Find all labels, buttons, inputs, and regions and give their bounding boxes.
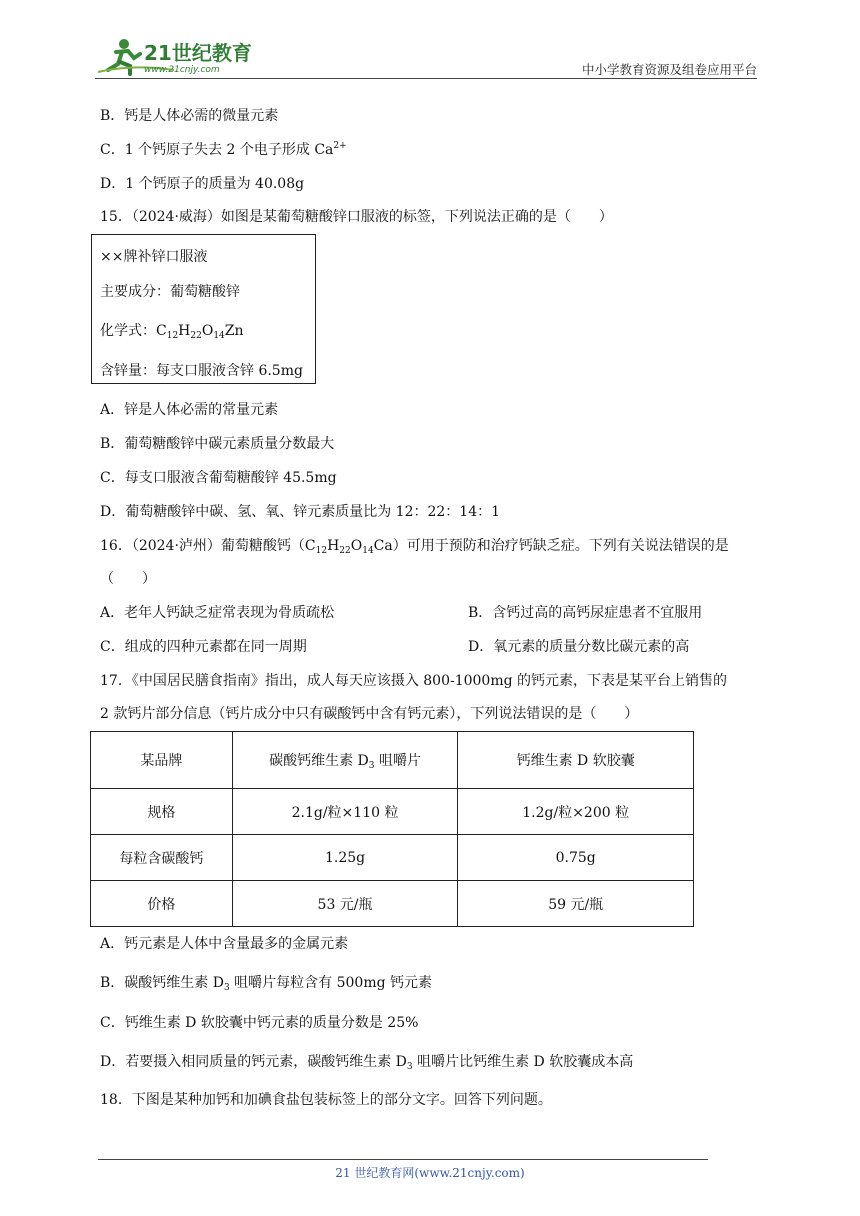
header-divider [95, 78, 757, 79]
q16-option-d: D．氧元素的质量分数比碳元素的高 [468, 639, 690, 655]
q16-option-c: C．组成的四种元素都在同一周期 [100, 639, 307, 655]
q18-stem: 18．下图是某种加钙和加碘食盐包装标签上的部分文字。回答下列问题。 [100, 1092, 552, 1108]
q15-option-c: C．每支口服液含葡萄糖酸锌 45.5mg [100, 470, 337, 486]
table-row [91, 881, 694, 927]
table-cell: 1.2g/粒×200 粒 [458, 789, 694, 835]
header-platform-name: 中小学教育资源及组卷应用平台 [581, 62, 757, 77]
table-row [91, 789, 694, 835]
q17-option-c: C．钙维生素 D 软胶囊中钙元素的质量分数是 25% [100, 1015, 419, 1031]
q16-option-a: A．老年人钙缺乏症常表现为骨质疏松 [100, 605, 335, 621]
table-cell: 1.25g [232, 835, 458, 881]
label-formula: 化学式：$C_{12}H_{22}O_{14}Zn$ [100, 323, 244, 341]
table-cell: 价格 [91, 881, 233, 927]
table-cell: 每粒含碳酸钙 [91, 835, 233, 881]
header-softgel: 钙维生素 D 软胶囊 [458, 732, 694, 789]
table-row [91, 835, 694, 881]
logo-url: www.21cnjy.com [144, 65, 220, 75]
q17-product-table [90, 731, 694, 927]
table-cell: 2.1g/粒×110 粒 [232, 789, 458, 835]
footer-site-link[interactable]: 21 世纪教育网(www.21cnjy.com) [335, 1166, 525, 1180]
label-zinc-content: 含锌量：每支口服液含锌 6.5mg [100, 363, 303, 379]
q16-answer-paren: （ ） [100, 571, 156, 587]
footer-divider [98, 1159, 708, 1160]
label-title: ××牌补锌口服液 [100, 249, 208, 265]
label-ingredient: 主要成分：葡萄糖酸锌 [100, 284, 240, 300]
q16-stem: 16．（2024·泸州）葡萄糖酸钙$(C_{12}H_{22}O_{14}Ca)$可用于预防和治疗钙缺乏症。下列有关说法错误的是 [100, 538, 729, 556]
q14-option-d: D．1 个钙原子的质量为 40.08g [100, 176, 305, 192]
q17-option-d: D．若要摄入相同质量的钙元素，碳酸钙维生素 $D_3$ 咀嚼片比钙维生素 D 软胶囊成本高 [100, 1054, 634, 1072]
header-brand: 某品牌 [91, 732, 233, 789]
q17-stem-line2: 2 款钙片部分信息（钙片成分中只有碳酸钙中含有钙元素），下列说法错误的是（ ） [100, 706, 639, 722]
table-header-row [91, 732, 694, 789]
q15-option-a: A．锌是人体必需的常量元素 [100, 402, 279, 418]
q15-option-d: D．葡萄糖酸锌中碳、氢、氧、锌元素质量比为 12：22：14：1 [100, 504, 501, 520]
q14-option-c: C．1 个钙原子失去 2 个电子形成 $Ca^{2+}$ [100, 141, 347, 158]
q15-option-b: B．葡萄糖酸锌中碳元素质量分数最大 [100, 436, 335, 452]
table-cell: 规格 [91, 789, 233, 835]
runner-logo-icon [94, 36, 264, 78]
header-chewable: 碳酸钙维生素 $D_3$ 咀嚼片 [232, 732, 458, 789]
logo-text: 21世纪教育 [144, 41, 252, 65]
q17-option-a: A．钙元素是人体中含量最多的金属元素 [100, 936, 349, 952]
table-cell: 0.75g [458, 835, 694, 881]
q15-product-label [91, 234, 316, 384]
q17-stem-line1: 17．《中国居民膳食指南》指出，成人每天应该摄入 800-1000mg 的钙元素，下表是某平台上销售的 [100, 673, 728, 689]
table-cell: 59 元/瓶 [458, 881, 694, 927]
table-cell: 53 元/瓶 [232, 881, 458, 927]
q16-option-b: B．含钙过高的高钙尿症患者不宜服用 [468, 605, 703, 621]
q17-option-b: B．碳酸钙维生素 $D_3$ 咀嚼片每粒含有 500mg 钙元素 [100, 975, 433, 993]
q14-option-b: B．钙是人体必需的微量元素 [100, 108, 279, 124]
q15-stem: 15．（2024·威海）如图是某葡萄糖酸锌口服液的标签，下列说法正确的是（ ） [100, 209, 613, 225]
site-logo [94, 36, 264, 78]
